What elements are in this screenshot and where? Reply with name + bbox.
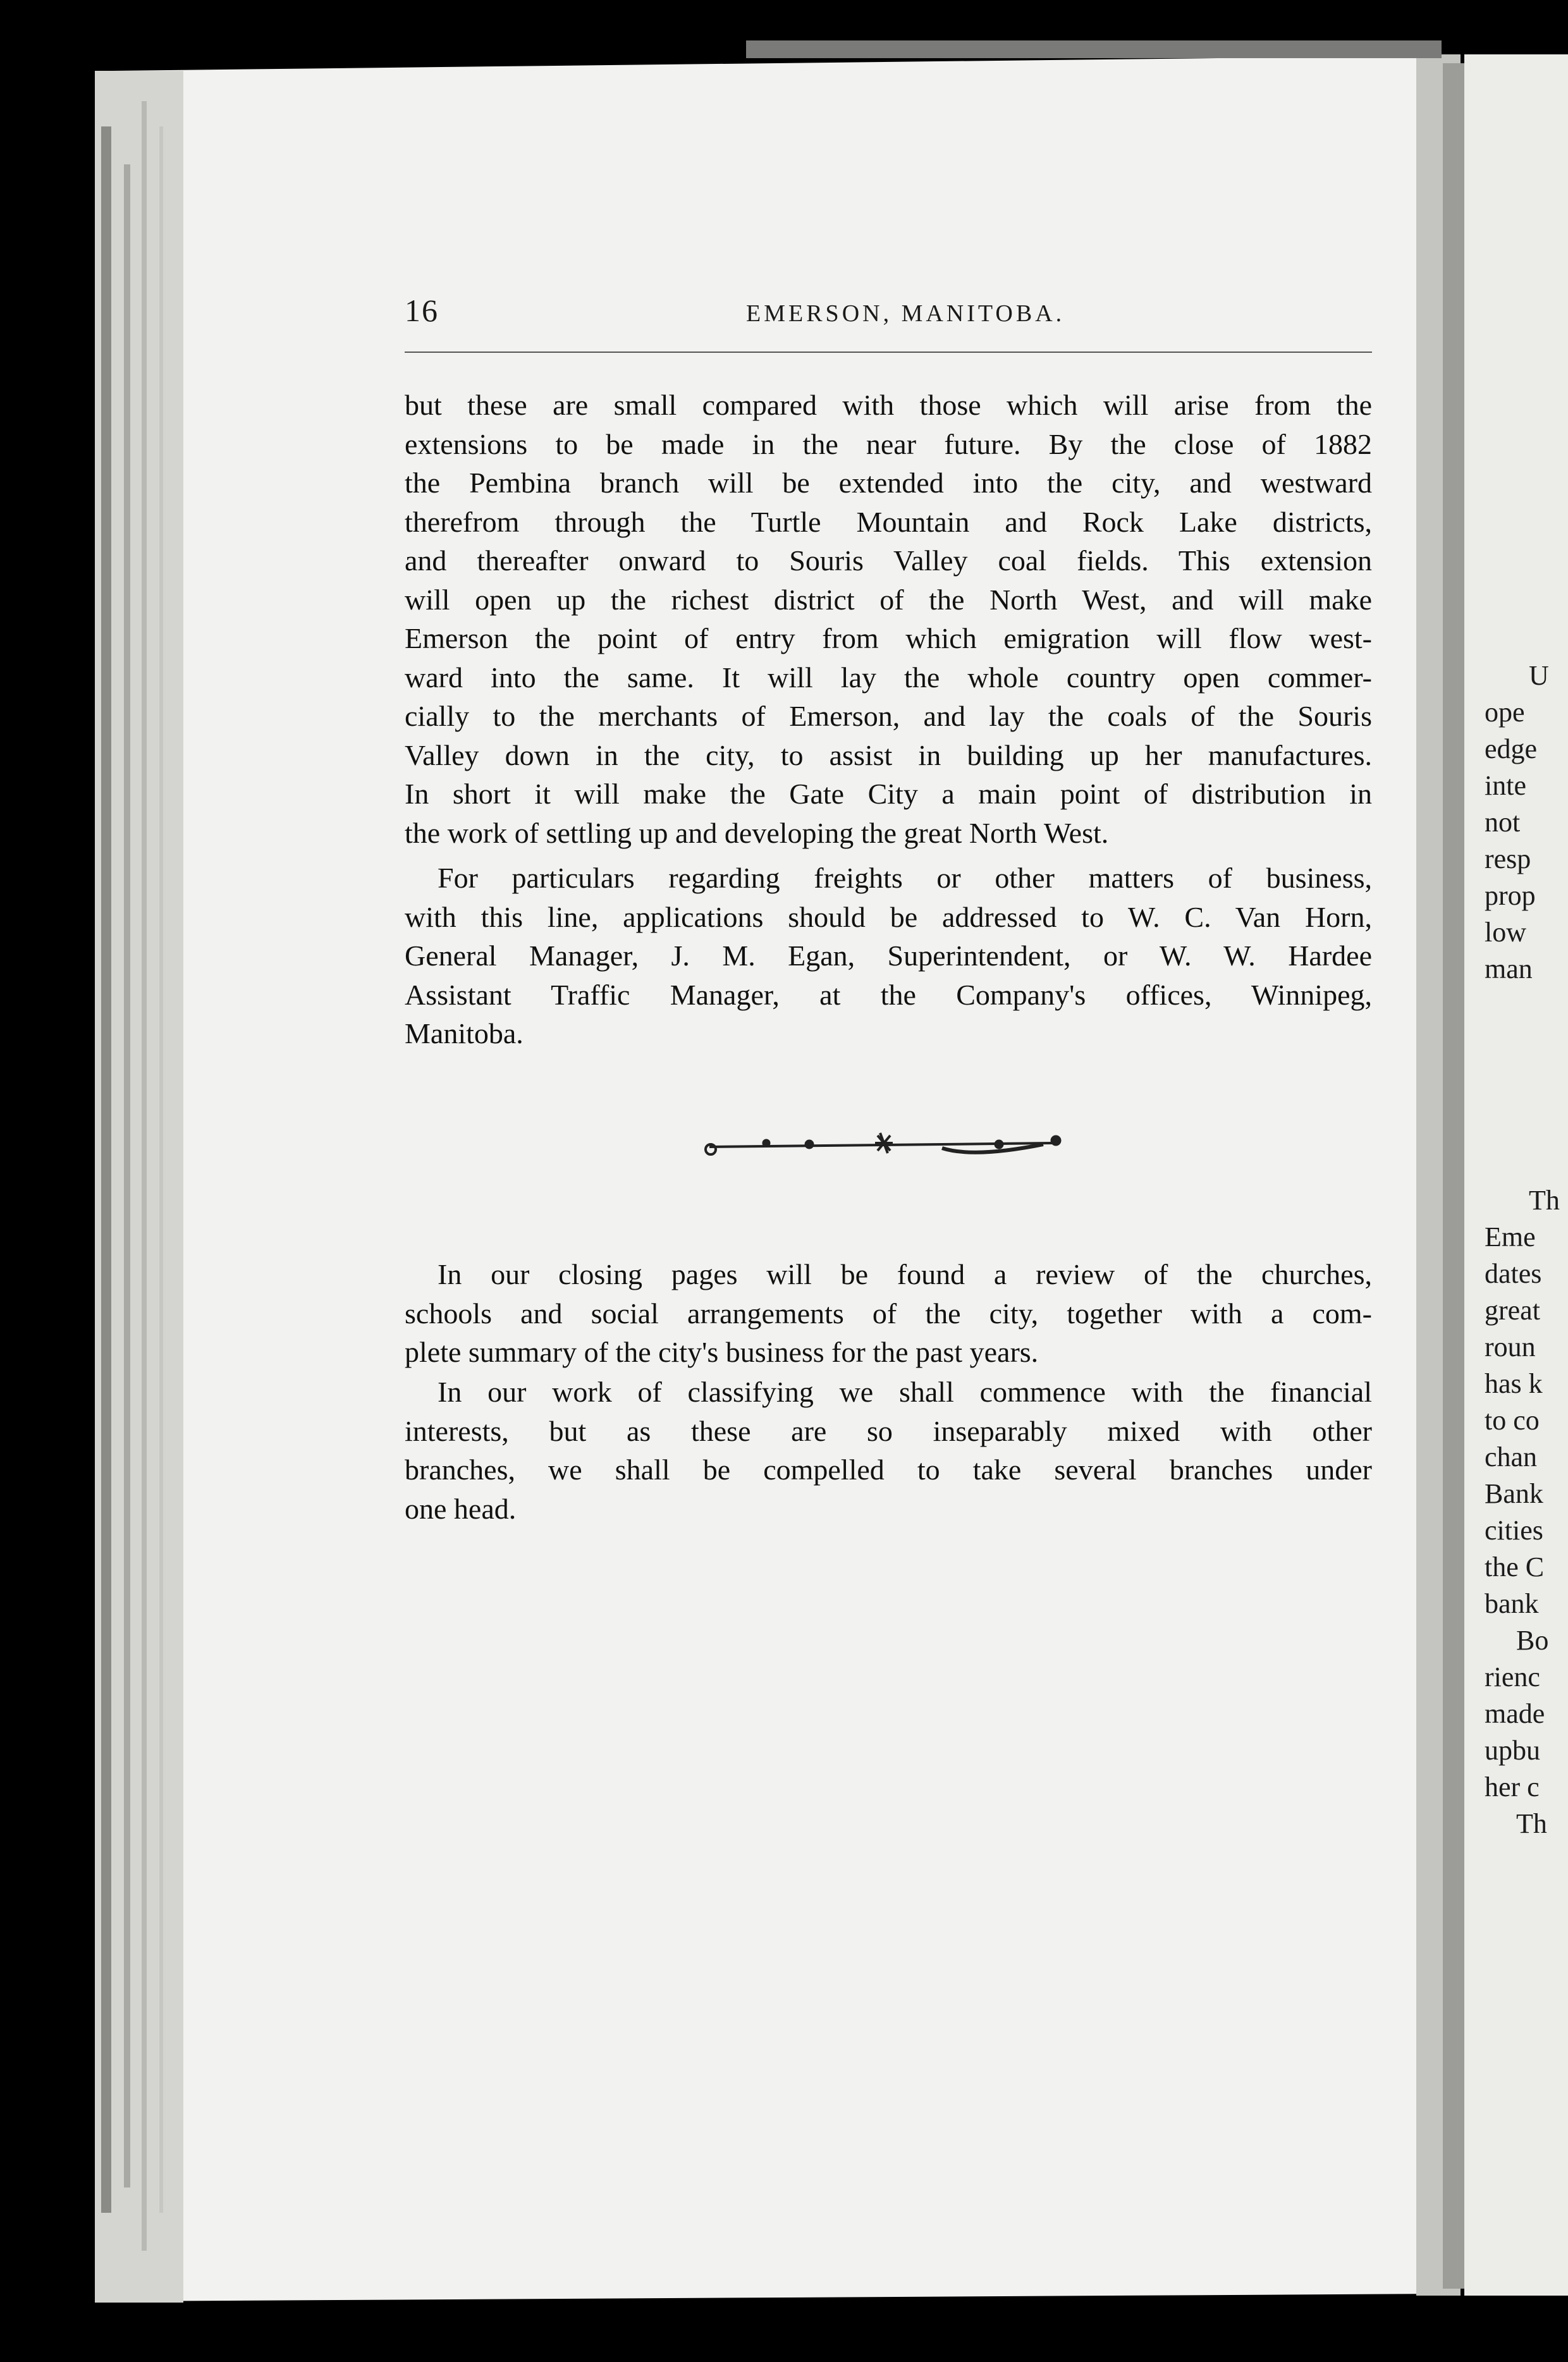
fragment-line: to co — [1485, 1405, 1540, 1436]
text-line: In our closing pages will be found a review of the churches, — [438, 1258, 1372, 1290]
text-line: General Manager, J. M. Egan, Superintendent, or W. W. Hardee — [405, 939, 1372, 972]
paragraph-contacts — [405, 859, 1372, 1053]
fragment-line: her c — [1485, 1772, 1540, 1802]
text-line: the Pembina branch will be extended into the city, and westward — [405, 467, 1372, 499]
text-line: interests, but as these are so inseparably mixed with other — [405, 1414, 1372, 1447]
header-rule — [405, 352, 1372, 353]
text-line: For particulars regarding freights or other matters of business, — [438, 862, 1372, 894]
running-title: EMERSON, MANITOBA. — [746, 300, 1065, 327]
text-line: schools and social arrangements of the city, together with a com- — [405, 1297, 1372, 1330]
fragment-line: edge — [1485, 733, 1538, 764]
text-line: branches, we shall be compelled to take several branches under — [405, 1453, 1372, 1486]
fragment-line: chan — [1485, 1441, 1538, 1472]
fragment-line: Eme — [1485, 1221, 1536, 1252]
fragment-line: inte — [1485, 770, 1526, 801]
right-page — [1464, 54, 1568, 2296]
text-line: the work of settling up and developing the great North West. — [405, 816, 1109, 849]
fragment-line: the C — [1485, 1551, 1545, 1582]
fragment-line: ope — [1485, 697, 1525, 728]
running-header — [0, 292, 1568, 336]
text-line: plete summary of the city's business for the past years. — [405, 1336, 1039, 1368]
text-line: therefrom through the Turtle Mountain and Rock Lake districts, — [405, 505, 1372, 538]
fragment-line: U — [1529, 660, 1549, 691]
fragment-line: dates — [1485, 1258, 1542, 1289]
text-line: cially to the merchants of Emerson, and lay the coals of the Souris — [405, 700, 1372, 732]
fragment-line: not — [1485, 807, 1521, 838]
text-line: one head. — [405, 1492, 517, 1525]
text-line: Manitoba. — [405, 1017, 524, 1049]
paragraph-railway-extensions — [405, 386, 1372, 852]
paragraph-classifying — [405, 1373, 1372, 1528]
fragment-line: cities — [1485, 1515, 1543, 1546]
fragment-line: upbu — [1485, 1735, 1540, 1766]
fragment-line: Bo — [1516, 1625, 1549, 1656]
right-page-fragment-upper — [1485, 658, 1568, 988]
text-line: will open up the richest district of the North West, and will make — [405, 583, 1372, 616]
text-line: ward into the same. It will lay the whole country open commer- — [405, 661, 1372, 694]
fragment-line: roun — [1485, 1331, 1536, 1362]
fragment-line: great — [1485, 1295, 1540, 1326]
fragment-line: man — [1485, 953, 1533, 984]
fragment-line: Th — [1516, 1808, 1547, 1839]
fragment-line: Bank — [1485, 1478, 1543, 1509]
fragment-line: made — [1485, 1698, 1545, 1729]
paragraph-closing-pages — [405, 1255, 1372, 1372]
text-line: Valley down in the city, to assist in building up her manufactures. — [405, 738, 1372, 771]
text-line: Emerson the point of entry from which emigration will flow west- — [405, 622, 1372, 654]
right-page-fragment-lower — [1485, 1182, 1568, 1842]
fragment-line: resp — [1485, 843, 1531, 874]
text-line: and thereafter onward to Souris Valley coal fields. This extension — [405, 544, 1372, 577]
text-line: In our work of classifying we shall commence with the financial — [438, 1376, 1372, 1408]
text-line: extensions to be made in the near future. By the close of 1882 — [405, 427, 1372, 460]
fragment-line: rienc — [1485, 1661, 1540, 1692]
text-line: but these are small compared with those which will arise from the — [405, 389, 1372, 421]
fragment-line: prop — [1485, 880, 1536, 911]
page-number: 16 — [405, 293, 439, 328]
fragment-line: has k — [1485, 1368, 1543, 1399]
fragment-line: bank — [1485, 1588, 1539, 1619]
text-line: with this line, applications should be addressed to W. C. Van Horn, — [405, 900, 1372, 933]
text-line: Assistant Traffic Manager, at the Company's offices, Winnipeg, — [405, 978, 1372, 1011]
text-line: In short it will make the Gate City a main point of distribution in — [405, 778, 1372, 810]
fragment-line: low — [1485, 917, 1526, 948]
fragment-line: Th — [1529, 1185, 1560, 1216]
